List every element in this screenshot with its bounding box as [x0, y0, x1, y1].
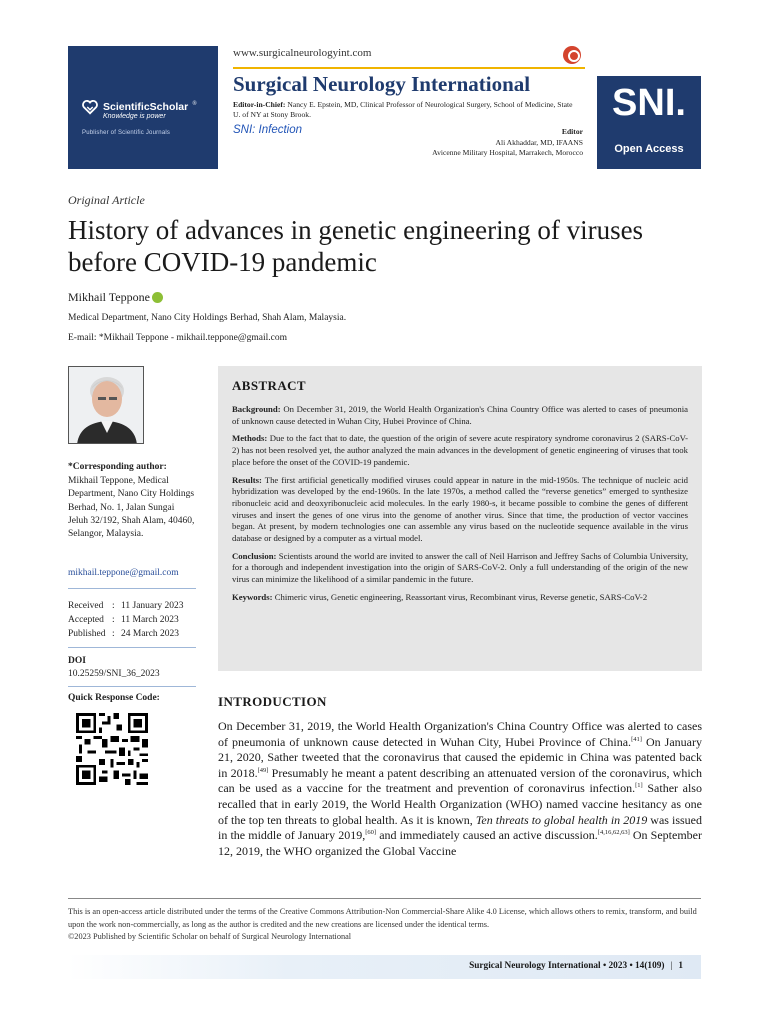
- abstract-methods: Methods: Due to the fact that to date, the question of the origin of severe acute respiratory syndrome coronavirus 2 (SARS-CoV-2) has not been resolved yet, the author analyzed the main advances in the development of genetic engineering of viruses that took place before the onset of the COVID-19 pandemic.: [232, 433, 688, 467]
- author-portrait-icon: [69, 367, 144, 444]
- introduction-heading: INTRODUCTION: [218, 694, 327, 709]
- open-access-badge-icon: [563, 46, 581, 64]
- doi-label: DOI: [68, 656, 86, 666]
- corresponding-author-email[interactable]: mikhail.teppone@gmail.com: [68, 568, 179, 578]
- qr-code-icon[interactable]: [76, 713, 148, 785]
- citation-ref[interactable]: [4,16,62,63]: [597, 829, 630, 837]
- abstract-background: Background: On December 31, 2019, the World Health Organization's China Country Office was alerted to cases of pneumonia of unknown cause detected in Wuhan City, Hubei Province of China.: [232, 404, 688, 426]
- citation-ref[interactable]: [41]: [631, 735, 642, 743]
- author-photo: [68, 366, 144, 444]
- publisher-name: ScientificScholar: [103, 100, 189, 113]
- sidebar-divider: [68, 588, 196, 589]
- license-notice: [68, 906, 701, 944]
- abstract-body: [232, 404, 688, 610]
- date-accepted: Accepted : 11 March 2023: [68, 615, 179, 625]
- qr-code-label: Quick Response Code:: [68, 693, 160, 703]
- license-text: This is an open-access article distributed under the terms of the Creative Commons Attribution-Non Commercial-Share Alike 4.0 License, which allows others to remix, transform, and build upon the work non-commercially, as long as the author is credited and the new creations are licensed under the identical terms.: [68, 907, 697, 929]
- footer-bar: [68, 955, 701, 979]
- sidebar-divider: [68, 647, 196, 648]
- article-type: Original Article: [68, 193, 145, 207]
- publisher-subtitle: Publisher of Scientific Journals: [82, 130, 171, 136]
- scientificscholar-logo-icon: [81, 98, 99, 116]
- author-name: Mikhail Teppone: [68, 290, 150, 304]
- author-email-line: E-mail: *Mikhail Teppone - mikhail.teppone@gmail.com: [68, 333, 287, 343]
- abstract-keywords: Keywords: Chimeric virus, Genetic engineering, Reassortant virus, Recombinant virus, Reverse genetic, SARS-CoV-2: [232, 591, 648, 602]
- sni-logo: [597, 76, 701, 169]
- sidebar-divider: [68, 686, 196, 687]
- footer-citation: Surgical Neurology International • 2023 • 14(109) | 1: [469, 961, 683, 971]
- sni-wordmark: SNI.: [612, 82, 686, 124]
- corresponding-author-address: Mikhail Teppone, Medical Department, Nano City Holdings Berhad, No. 1, Jalan Sungai Jeluh 32/192, Shah Alam, 40460, Selangor, Malaysia.: [68, 476, 195, 540]
- citation-ref[interactable]: [1]: [635, 782, 643, 790]
- journal-title: Surgical Neurology International: [233, 72, 531, 96]
- date-received: Received : 11 January 2023: [68, 601, 184, 611]
- header-divider: [233, 67, 585, 69]
- doi-value[interactable]: 10.25259/SNI_36_2023: [68, 669, 160, 679]
- publisher-logo: ScientificScholar ® Knowledge is power Publisher of Scientific Journals: [68, 46, 218, 169]
- article-title: History of advances in genetic engineering of viruses before COVID-19 pandemic: [68, 215, 644, 277]
- journal-section: SNI: Infection: [233, 124, 303, 136]
- open-access-label: Open Access: [614, 143, 684, 155]
- abstract-heading: ABSTRACT: [232, 378, 306, 393]
- publisher-tagline: Knowledge is power: [103, 113, 166, 120]
- journal-url[interactable]: www.surgicalneurologyint.com: [233, 47, 372, 59]
- corresponding-author-label: *Corresponding author:: [68, 462, 167, 472]
- citation-ref[interactable]: [60]: [365, 829, 377, 837]
- page-number: 1: [678, 961, 683, 971]
- introduction-paragraph: On December 31, 2019, the World Health Organization's China Country Office was alerted to cases of pneumonia of unknown cause detected in Wuhan City, Hubei Province of China.[41] On January 21, 2020, Sather tweeted that the coronavirus that caused the epidemic in China was patented back in 2018.[49] Presumably he meant a patent describing an attenuated version of the coronavirus, which can be used as a vaccine for the treatment and prevention of coronavirus infection.[1] Sather also recalled that in early 2019, the World Health Organization (WHO) named vaccine hesitancy as one of the top ten threats to global health. As it is known, Ten threats to global health in 2019 was issued in the middle of January 2019,[60] and immediately caused an active discussion.[4,16,62,63] On September 12, 2019, the WHO organized the Global Vaccine: [218, 719, 702, 858]
- date-published: Published : 24 March 2023: [68, 629, 180, 639]
- abstract-box: [218, 366, 702, 671]
- footer-divider: [68, 898, 701, 899]
- editor-block: Editor Ali Akhaddar, MD, IFAANS Avicenne Military Hospital, Marrakech, Morocco: [432, 127, 583, 158]
- orcid-icon[interactable]: [152, 292, 163, 303]
- article-dates: [68, 599, 183, 641]
- abstract-conclusion: Conclusion: Scientists around the world are invited to answer the call of Neil Harrison and Jeffrey Sachs of Columbia University, for a thorough and independent investigation into the origin of SARS-CoV-2. Only a full understanding of the origin of the new virus can minimize the likelihood of a similar pandemic in the future.: [232, 550, 688, 585]
- editor-in-chief: Editor-in-Chief: Nancy E. Epstein, MD, Clinical Professor of Neurological Surgery, School of Medicine, State U. of NY at Stony Brook.: [233, 100, 573, 120]
- copyright-text: ©2023 Published by Scientific Scholar on behalf of Surgical Neurology International: [68, 932, 352, 941]
- abstract-results: Results: The first artificial genetically modified viruses could appear in nature in the mid-1950s. The technique of nucleic acid hybridization was developed by the end-1960s. In the late 1970s, a method called the “reverse genetics” emerged to synthesize ribonucleic acid and deoxyribonucleic acid molecules. In the early 1980-s, it became possible to combine the genes of different viruses and insert the genes of one virus into the genome of another virus. Since that time, the production of vector vaccines began. At present, by modern technologies one can assemble any virus based on the nucleotide sequence available in the virus database or designed by a computer as a virtual model.: [232, 474, 688, 544]
- author-affiliation: Medical Department, Nano City Holdings Berhad, Shah Alam, Malaysia.: [68, 313, 347, 323]
- author-line: [68, 290, 163, 305]
- citation-ref[interactable]: [49]: [257, 766, 269, 774]
